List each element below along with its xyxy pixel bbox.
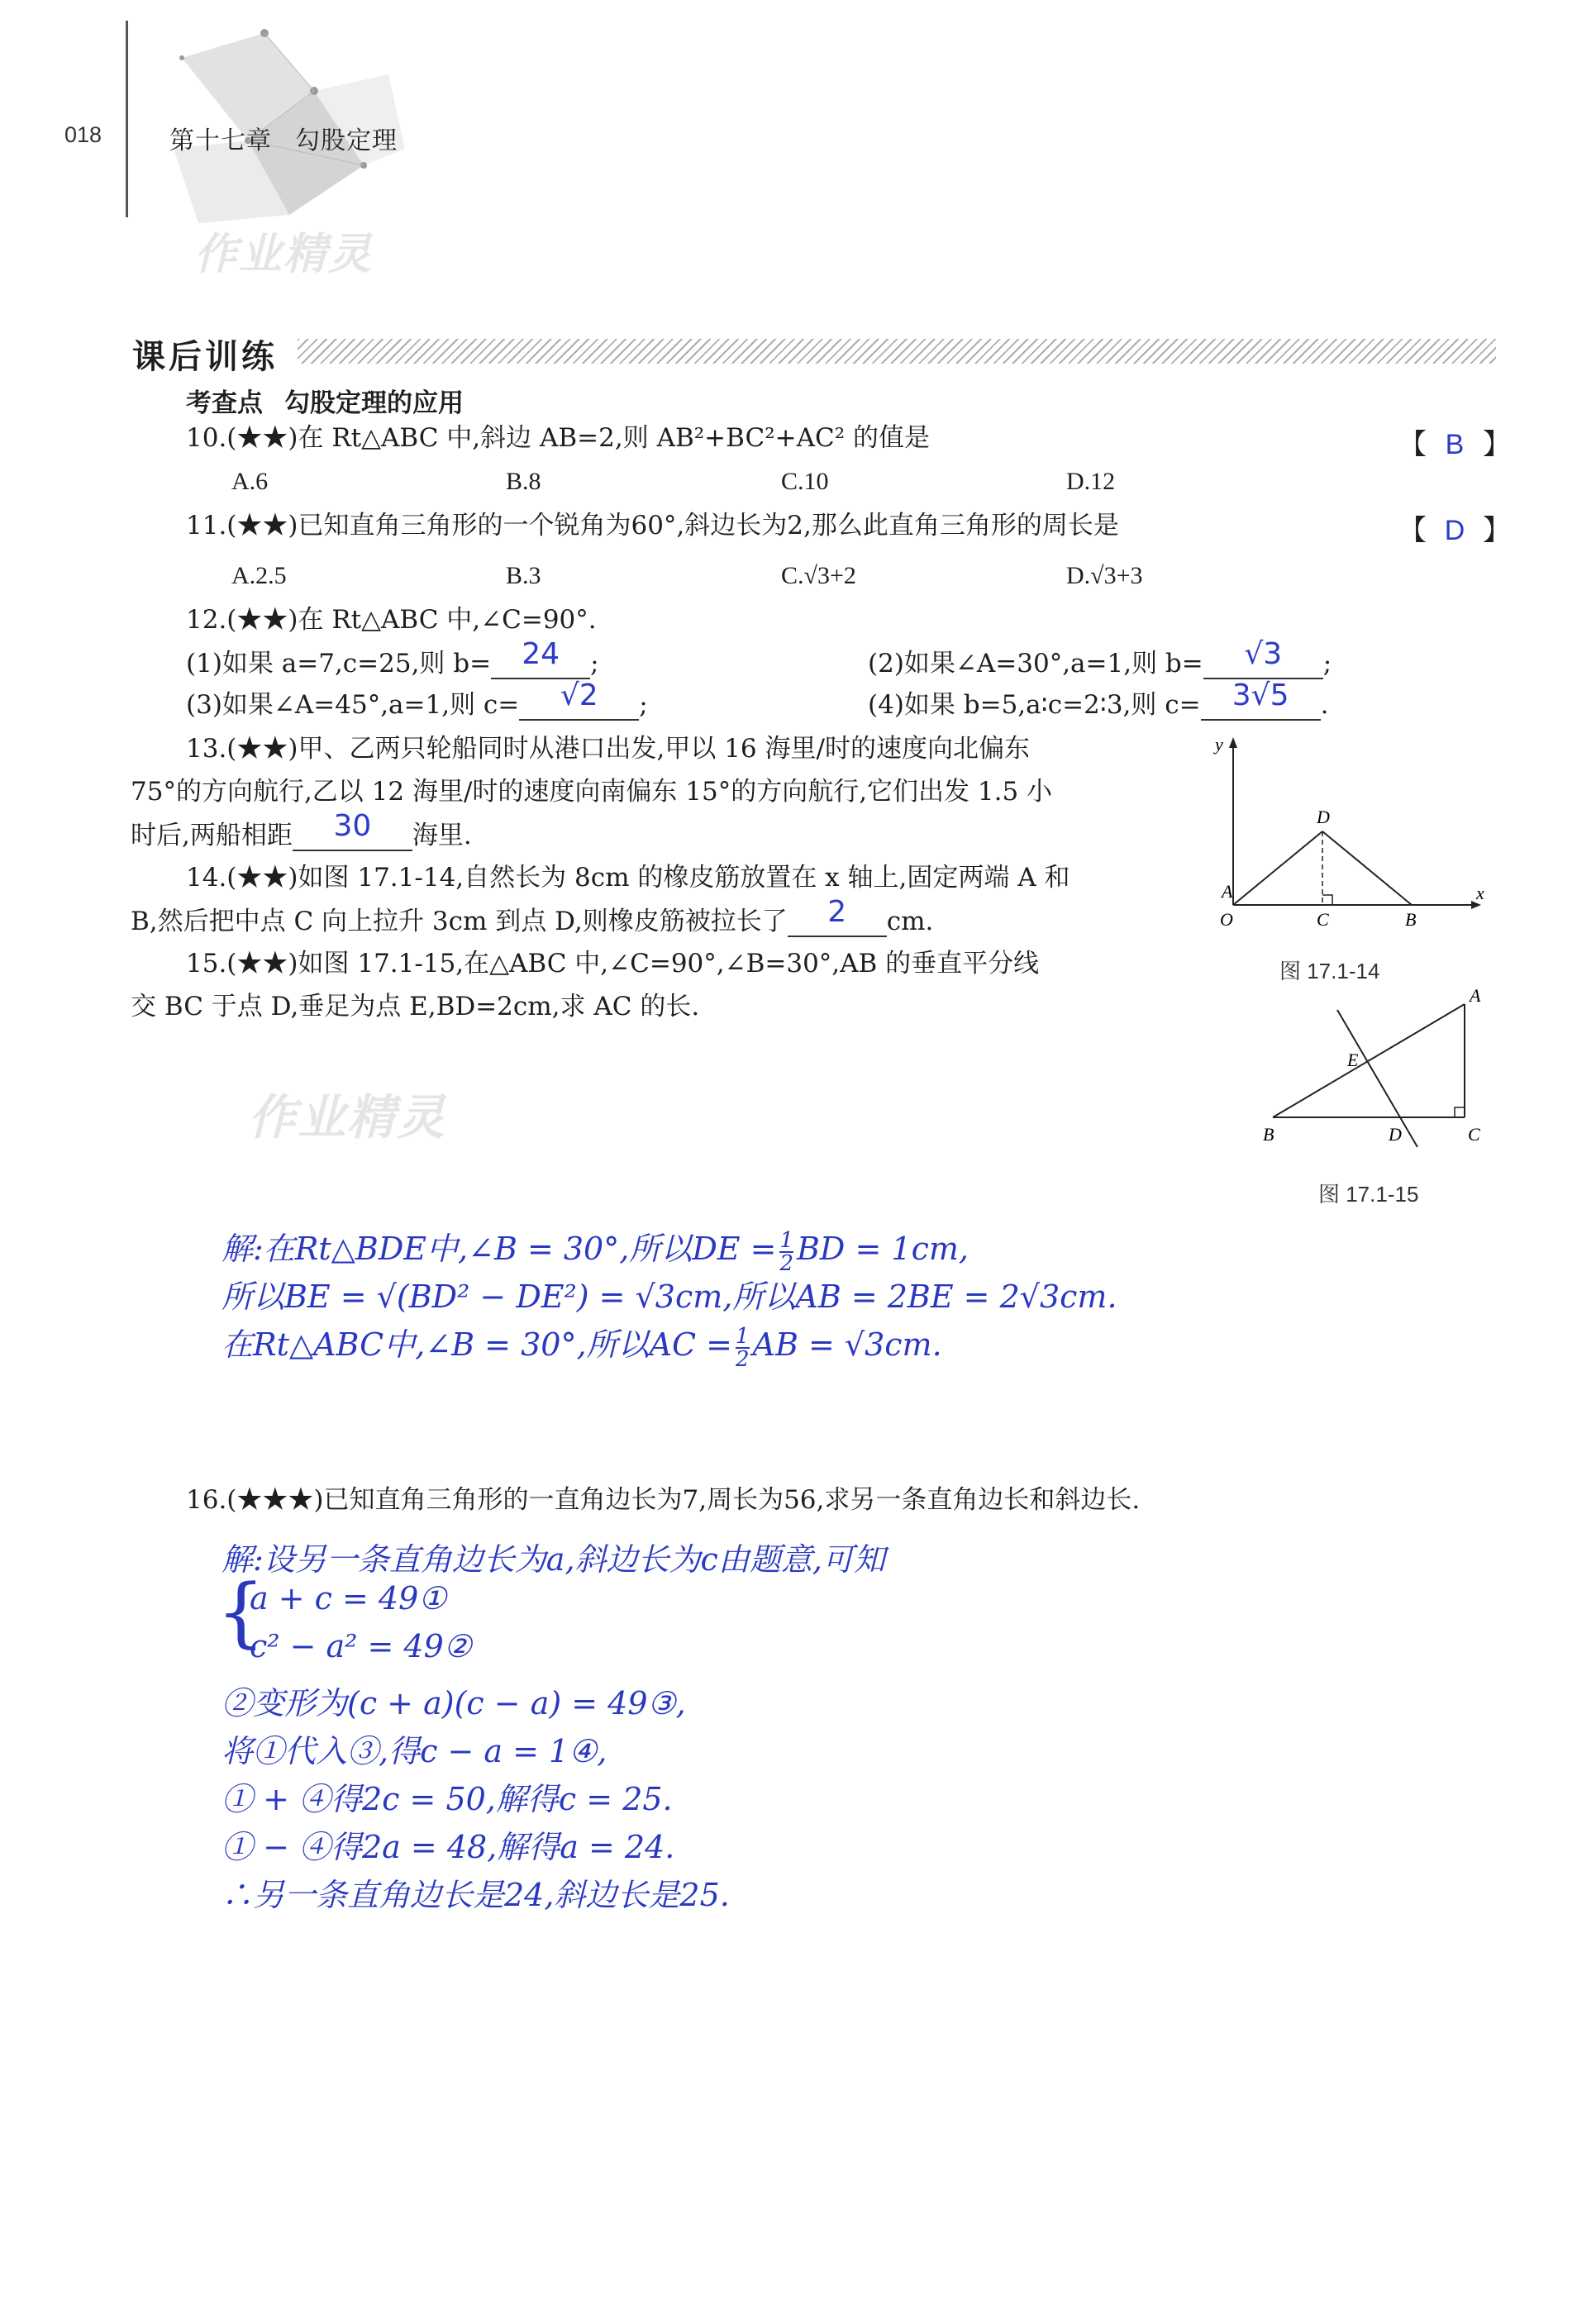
sol16-eq1: a + c = 49① [250,1580,447,1616]
fig14-y-arrow [1229,737,1237,748]
fig14-label-d: D [1317,807,1330,827]
q13-line3 [131,809,472,851]
fig15-label-e: E [1347,1050,1359,1070]
q13-line3-text: 时后,两船相距 [131,820,293,850]
q12-part4-blank [1201,678,1321,721]
q10-answer: B [1445,429,1465,460]
sol15-line1-text: 解:在Rt△BDE中,∠B = 30°,所以DE = [222,1231,777,1267]
sol15-half-num: 1 [779,1227,793,1253]
fig15-label-c: C [1468,1124,1480,1145]
q11-option-b: B.3 [506,562,541,589]
fig14-label-b: B [1405,909,1417,926]
q15-line2: 交 BC 于点 D,垂足为点 E,BD=2cm,求 AC 的长. [131,992,700,1021]
q15-line1: 15.(★★)如图 17.1-15,在△ABC 中,∠C=90°,∠B=30°,AB 的垂直平分线 [186,949,1040,978]
q12-part3-blank [519,678,639,721]
fig14-caption: 图 17.1-14 [1279,959,1380,983]
q12-stem: 12.(★★)在 Rt△ABC 中,∠C=90°. [186,605,597,635]
sol16-line2: ②变形为(c + a)(c − a) = 49③, [222,1685,686,1721]
q12-part1-blank [491,637,590,679]
sol15-line2: 所以BE = √(BD² − DE²) = √3cm,所以AB = 2BE = 2√3cm. [222,1278,1117,1315]
q12-part2-text: (2)如果∠A=30°,a=1,则 b= [868,648,1203,678]
chapter-heading [169,120,398,156]
fig15-label-b: B [1263,1124,1274,1145]
sol15-half-fraction [779,1227,793,1276]
sol15-half-den: 2 [779,1250,793,1276]
q16-stem: 16.(★★★)已知直角三角形的一直角边长为7,周长为56,求另一条直角边长和斜边长. [186,1485,1141,1515]
q11-stem: 11.(★★)已知直角三角形的一个锐角为60°,斜边长为2,那么此直角三角形的周长是 [186,511,1119,540]
q12-part1 [186,637,599,679]
q12-part3-text: (3)如果∠A=45°,a=1,则 c= [186,689,520,720]
chapter-number: 第十七章 [169,127,272,155]
q14-blank [788,895,887,937]
q14-answer: 2 [827,895,847,929]
q10-option-d: D.12 [1066,468,1116,495]
sol15-line3-end: AB = √3cm. [752,1326,942,1363]
q12-part4 [868,678,1329,721]
sol15-half-den-2: 2 [735,1346,750,1372]
q12-part1-text: (1)如果 a=7,c=25,则 b= [186,648,492,678]
q13-answer: 30 [333,809,372,843]
header-divider [126,21,128,217]
fig14-right-angle [1322,895,1332,905]
fig14-segment-db [1322,831,1412,905]
q12-part1-punct: ; [590,648,599,678]
sol16-line6: ∴另一条直角边长是24,斜边长是25. [222,1877,730,1913]
q11-option-a: A.2.5 [231,562,287,589]
q14-line2-end: cm. [886,906,934,936]
fig15-caption: 图 17.1-15 [1318,1182,1419,1207]
figure-17-1-15 [1248,983,1496,1157]
figure-17-1-14 [1198,727,1496,926]
q13-line1: 13.(★★)甲、乙两只轮船同时从港口出发,甲以 16 海里/时的速度向北偏东 [186,734,1030,764]
sol16-eq2: c² − a² = 49② [250,1628,472,1664]
q11-option-d: D.√3+3 [1066,562,1143,589]
fig14-label-c: C [1317,909,1329,926]
q12-part2 [868,637,1332,679]
q11-answer-bracket: 【 D 】 [1398,515,1511,546]
q12-part2-blank [1203,637,1323,679]
q12-part4-punct: . [1320,689,1329,720]
sol15-line3 [222,1319,942,1370]
kp-label: 考查点 [186,388,263,417]
chapter-title: 勾股定理 [295,127,398,155]
fig15-perp-bisector [1337,1010,1417,1147]
kp-text: 勾股定理的应用 [284,388,464,417]
sol16-line1: 解:设另一条直角边长为a,斜边长为c由题意,可知 [222,1541,885,1578]
sol16-line3: 将①代入③,得c − a = 1④, [222,1733,607,1769]
fig15-label-a: A [1470,985,1481,1006]
sol16-system-brace: { [217,1568,265,1656]
fig14-label-a: A [1222,881,1233,902]
q11-answer: D [1444,515,1465,546]
fig14-label-y: y [1215,734,1223,755]
q10-stem: 10.(★★)在 Rt△ABC 中,斜边 AB=2,则 AB²+BC²+AC² 的值是 [186,423,931,453]
fig15-label-d: D [1389,1124,1402,1145]
q14-line2-text: B,然后把中点 C 向上拉升 3cm 到点 D,则橡皮筋被拉长了 [131,906,788,936]
q10-option-b: B.8 [506,468,541,495]
section-hatch-bar [298,339,1496,364]
q12-part3 [186,678,648,721]
sol15-line1-end: BD = 1cm, [797,1231,969,1267]
sol15-line3-text: 在Rt△ABC中,∠B = 30°,所以AC = [222,1326,732,1363]
watermark-top: 作业精灵 [194,231,374,279]
q12-part2-punct: ; [1322,648,1332,678]
q10-option-c: C.10 [781,468,829,495]
q10-answer-bracket: 【 B 】 [1398,429,1511,460]
section-title: 课后训练 [132,339,278,375]
sol16-line4: ① + ④得2c = 50,解得c = 25. [222,1781,673,1817]
q13-line2: 75°的方向航行,乙以 12 海里/时的速度向南偏东 15°的方向航行,它们出发 1.5 小 [131,777,1053,807]
q11-option-c: C.√3+2 [781,562,856,589]
q12-part1-answer: 24 [522,637,560,671]
q12-part3-punct: ; [639,689,648,720]
sol15-line1 [222,1223,969,1274]
q14-line1: 14.(★★)如图 17.1-14,自然长为 8cm 的橡皮筋放置在 x 轴上,固定两端 A 和 [186,863,1070,893]
q12-part4-text: (4)如果 b=5,a∶c=2∶3,则 c= [868,689,1201,720]
q10-option-a: A.6 [231,468,269,495]
q14-line2 [131,895,934,937]
watermark-middle: 作业精灵 [248,1091,447,1145]
fig15-right-angle [1455,1107,1465,1117]
q13-line3-end: 海里. [412,820,472,850]
knowledge-point [186,382,464,419]
sol15-half-fraction-2 [735,1323,750,1372]
fig14-label-x: x [1476,883,1484,903]
q12-part3-answer: √2 [560,678,598,712]
fig15-segment-ab [1273,1004,1465,1117]
q12-part4-answer: 3√5 [1232,678,1289,712]
q13-blank [293,809,412,851]
sol15-half-num-2: 1 [735,1323,750,1349]
fig14-segment-ad [1233,831,1322,905]
page-number: 018 [64,122,102,147]
sol16-line5: ① − ④得2a = 48,解得a = 24. [222,1829,675,1865]
fig14-label-o: O [1220,909,1233,926]
q12-part2-answer: √3 [1244,637,1283,671]
